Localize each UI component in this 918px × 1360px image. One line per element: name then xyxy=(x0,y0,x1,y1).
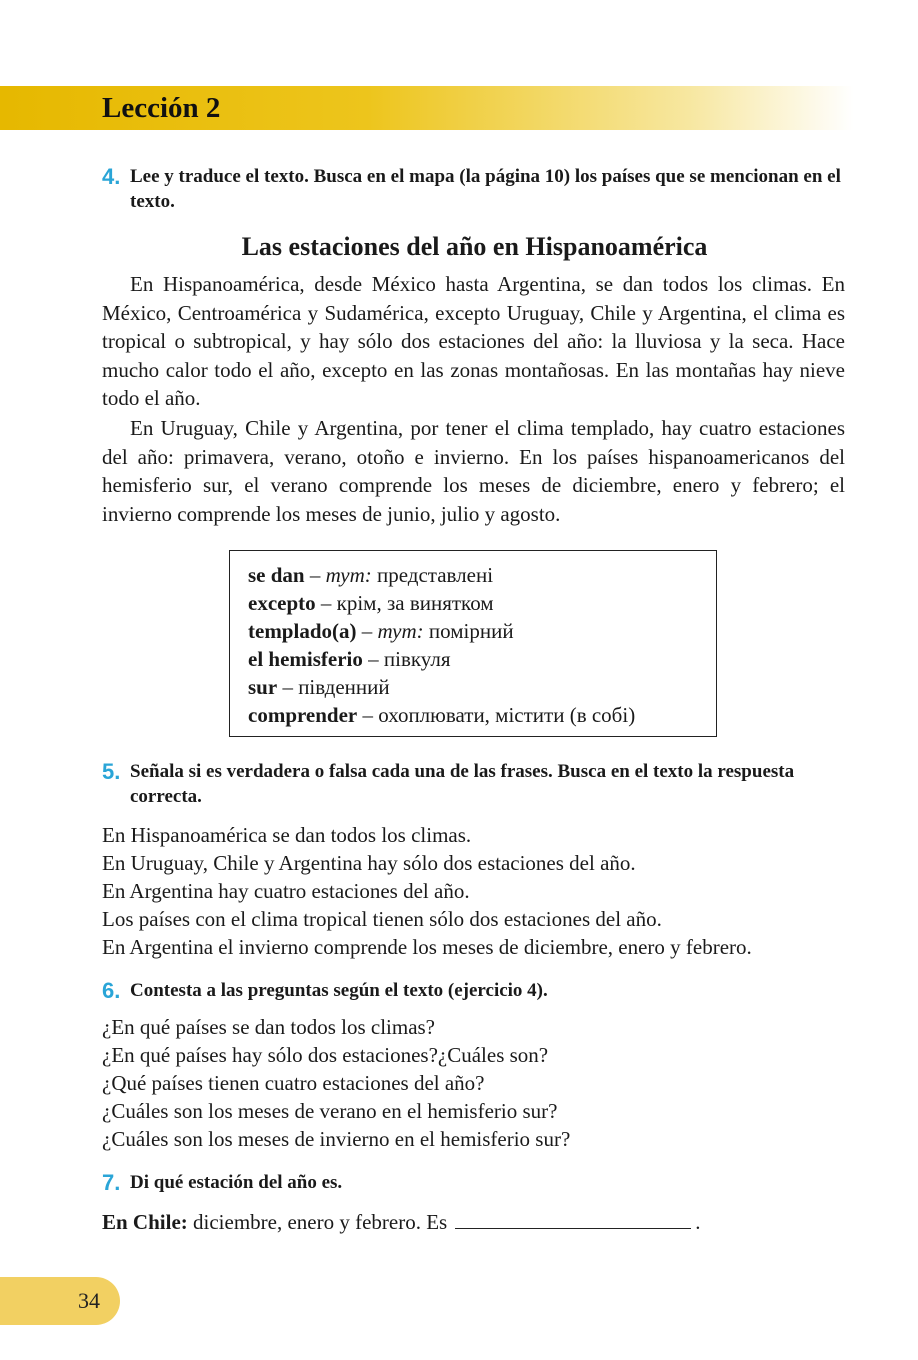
vocabulary-dash: – xyxy=(357,703,379,727)
exercise-5 xyxy=(102,759,847,809)
true-false-sentences xyxy=(102,821,862,961)
vocabulary-translation: південний xyxy=(298,675,390,699)
lesson-title: Lección 2 xyxy=(102,92,221,124)
fill-in-end: . xyxy=(695,1210,701,1234)
exercise-instruction: Di qué estación del año es. xyxy=(130,1172,343,1193)
page-number: 34 xyxy=(78,1288,100,1313)
exercise-4 xyxy=(102,164,847,214)
reading-paragraph: En Hispanoamérica, desde México hasta Argentina, se dan todos los climas. En México, Centroamérica y Sudamérica, excepto Uruguay, Chile y Argentina, el clima es tropical o subtropical, y hay sólo dos estaciones del año: la lluviosa y la seca. Hace mucho calor todo el año, excepto en las zonas montañosas. En las montañas hay nieve todo el año. xyxy=(102,272,845,411)
list-item: En Uruguay, Chile y Argentina hay sólo dos estaciones del año. xyxy=(102,851,636,875)
vocabulary-entry xyxy=(248,673,716,701)
vocabulary-entry xyxy=(248,617,716,645)
vocabulary-term: templado(a) xyxy=(248,619,357,643)
vocabulary-translation: представлені xyxy=(371,563,494,587)
vocabulary-box xyxy=(229,550,717,737)
vocabulary-term: excepto xyxy=(248,591,316,615)
vocabulary-dash: – xyxy=(362,647,384,671)
exercise-7 xyxy=(102,1170,847,1195)
vocabulary-dash: – xyxy=(277,675,299,699)
list-item: ¿Cuáles son los meses de verano en el hemisferio sur? xyxy=(102,1099,558,1123)
list-item: En Argentina hay cuatro estaciones del año. xyxy=(102,879,470,903)
list-item: ¿En qué países hay sólo dos estaciones?¿Cuáles son? xyxy=(102,1043,549,1067)
vocabulary-translation: півкуля xyxy=(383,647,451,671)
exercise-number: 4. xyxy=(102,164,121,189)
fill-in-label: En Chile: xyxy=(102,1210,188,1234)
vocabulary-entry xyxy=(248,701,716,729)
exercise-6 xyxy=(102,978,847,1003)
vocabulary-term: sur xyxy=(248,675,278,699)
page-number-tab xyxy=(0,1277,120,1325)
exercise-instruction: Contesta a las preguntas según el texto (ejercicio 4). xyxy=(130,980,548,1001)
exercise-instruction: Lee y traduce el texto. Busca en el mapa (la página 10) los países que se mencionan en el texto. xyxy=(130,166,841,212)
vocabulary-term: el hemisferio xyxy=(248,647,363,671)
vocabulary-translation: охоплювати, містити (в собі) xyxy=(378,703,636,727)
reading-paragraph: En Uruguay, Chile y Argentina, por tener el clima templado, hay cuatro estaciones del año: primavera, verano, otoño e invierno. En los países hispanoamericanos del hemisferio sur, el verano comprende los meses de diciembre, enero y febrero; el invierno comprende los meses de junio, julio y agosto. xyxy=(102,416,845,526)
exercise-number: 6. xyxy=(102,978,121,1003)
reading-title: Las estaciones del año en Hispanoamérica xyxy=(241,232,708,261)
list-item: Los países con el clima tropical tienen sólo dos estaciones del año. xyxy=(102,907,662,931)
list-item: ¿Cuáles son los meses de invierno en el hemisferio sur? xyxy=(102,1127,571,1151)
vocabulary-entry xyxy=(248,589,716,617)
fill-in-text: diciembre, enero y febrero. Es xyxy=(187,1210,448,1234)
vocabulary-note: тут: xyxy=(377,619,424,643)
exercise-instruction: Señala si es verdadera o falsa cada una de las frases. Busca en el texto la respuesta correcta. xyxy=(130,761,795,807)
list-item: ¿En qué países se dan todos los climas? xyxy=(102,1015,436,1039)
vocabulary-translation: помірний xyxy=(423,619,514,643)
vocabulary-term: se dan xyxy=(248,563,305,587)
exercise-number: 7. xyxy=(102,1170,121,1195)
vocabulary-term: comprender xyxy=(248,703,358,727)
vocabulary-translation: крім, за винятком xyxy=(336,591,494,615)
vocabulary-dash: – xyxy=(356,619,378,643)
list-item: ¿Qué países tienen cuatro estaciones del año? xyxy=(102,1071,485,1095)
vocabulary-entry xyxy=(248,561,716,589)
question-list xyxy=(102,1013,862,1153)
vocabulary-dash: – xyxy=(315,591,337,615)
vocabulary-dash: – xyxy=(304,563,326,587)
answer-blank[interactable] xyxy=(455,1208,691,1229)
vocabulary-entry xyxy=(248,645,716,673)
exercise-number: 5. xyxy=(102,759,121,784)
vocabulary-note: тут: xyxy=(325,563,372,587)
list-item: En Hispanoamérica se dan todos los climas. xyxy=(102,823,472,847)
list-item: En Argentina el invierno comprende los meses de diciembre, enero y febrero. xyxy=(102,935,752,959)
fill-in-item xyxy=(102,1208,700,1236)
